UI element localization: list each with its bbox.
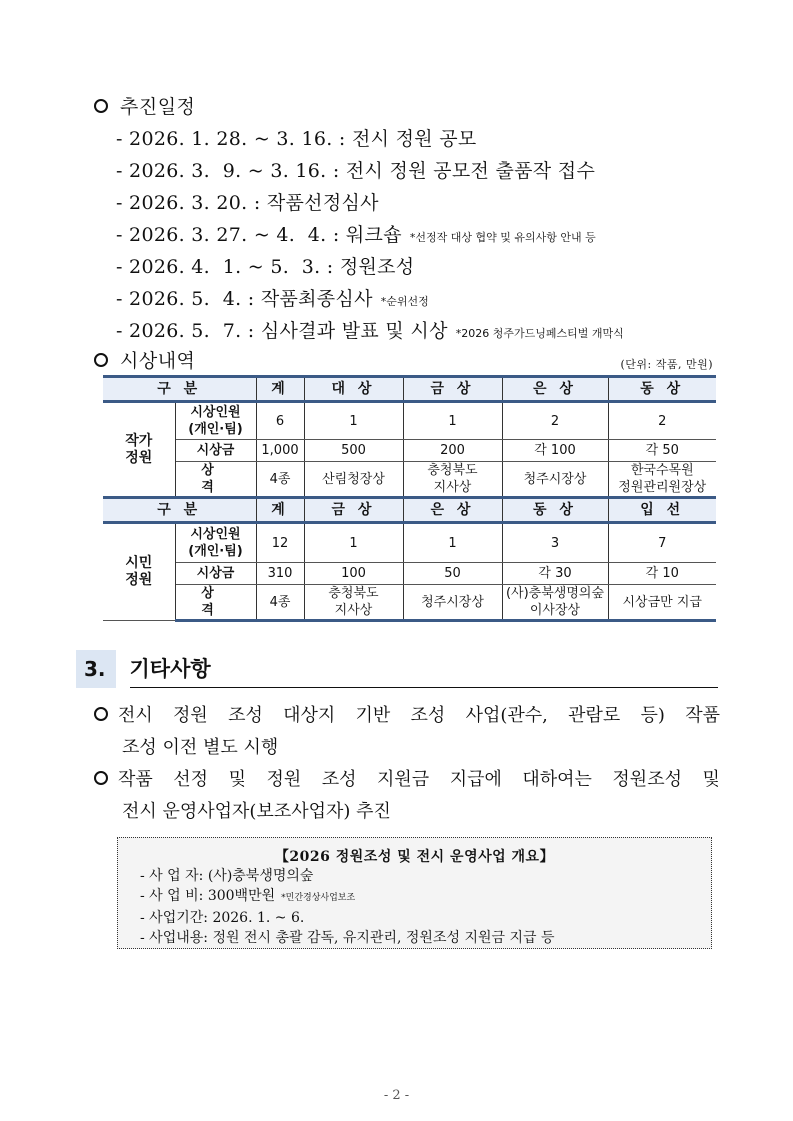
cell: 2 [502,402,608,440]
schedule-text: 정원조성 [339,256,415,278]
word: 선정 [173,769,209,790]
overview-line [140,908,711,928]
overview-title: 【2026 정원조성 및 전시 운영사업 개요】 [274,849,555,865]
paragraph [94,700,720,764]
awards-heading-text: 시상내역 [120,350,196,372]
cell: 2 [608,402,716,440]
word: 조성 [410,705,446,726]
row-label-winners [175,402,256,440]
word: 관람로 [568,705,621,726]
schedule-heading [94,92,195,119]
word: 정원 [173,705,208,726]
section-number: 3. [76,650,116,688]
schedule-date: - 2026. 1. 28. ~ 3. 16. : [116,128,352,150]
cell: 200 [403,440,502,462]
table-row [103,563,716,585]
cell-line: 청주시장상 [421,594,484,610]
row-label-winners [175,523,256,563]
cell-line: 정원관리원장상 [618,480,707,495]
schedule-note: *2026 청주가드닝페스티벌 개막식 [455,327,624,340]
cell-line: 시상금만 지급 [622,594,702,610]
header-total: 계 [256,377,304,402]
word: 기반 [355,705,391,726]
schedule-item [116,220,596,247]
cell [403,462,502,498]
schedule-item [116,188,379,215]
cell: 1 [403,402,502,440]
cell-line: 4종 [269,471,291,487]
cell-line: 충청북도 [328,586,379,601]
label-line: 시상인원 [190,527,241,542]
cell: 50 [403,563,502,585]
paragraph-line: 조성 이전 별도 시행 [122,737,279,758]
schedule-text: 작품최종심사 [260,288,373,310]
word: 사업(관수, [465,705,548,726]
cell: 각 30 [502,563,608,585]
table-row [103,462,716,498]
cell: 7 [608,523,716,563]
header-bronze: 동 상 [502,498,608,523]
circle-bullet-icon [94,353,108,367]
row-label-prize-money: 시상금 [175,563,256,585]
cell-line: 지사상 [334,603,373,618]
label-line: (개인·팀) [188,544,243,559]
word: 정원 [266,769,302,790]
schedule-text: 워크숍 [345,224,402,246]
group-citizen-garden [103,523,175,621]
cell [304,585,403,621]
schedule-date: - 2026. 3. 27. ~ 4. 4. : [116,224,346,246]
header-bronze: 동 상 [608,377,716,402]
overview-line [140,886,711,908]
cell: 1,000 [256,440,304,462]
word: 대하여는 [522,769,592,790]
cell: 각 100 [502,440,608,462]
cell [608,585,716,621]
row-label-prize-grade: 상 격 [175,585,256,621]
overview-line [140,928,711,948]
cell [608,462,716,498]
header-category: 구 분 [103,377,256,402]
schedule-heading-text: 추진일정 [120,96,196,118]
cell [502,585,608,621]
label-line: (개인·팀) [188,422,243,437]
cell: 각 50 [608,440,716,462]
word: 조성 [321,769,357,790]
circle-bullet-icon [94,771,108,785]
cell: 6 [256,402,304,440]
schedule-item [116,252,414,279]
unit-label: (단위: 작품, 만원) [620,358,713,371]
word: 조성 [228,705,263,726]
schedule-text: 전시 정원 공모 [351,128,477,150]
group-label-line: 정원 [125,572,153,588]
cell-line: 이사장상 [529,603,581,618]
schedule-date: - 2026. 5. 7. : [116,320,261,342]
schedule-date: - 2026. 3. 20. : [116,192,267,214]
header-honorable: 입 선 [608,498,716,523]
cell-line: 4종 [269,594,291,610]
header-total: 계 [256,498,304,523]
schedule-note: *순위선정 [380,295,429,308]
overview-value: 정원 전시 총괄 감독, 유지관리, 정원조성 지원금 지급 등 [212,930,555,946]
table-row [103,440,716,462]
overview-label: - 사 업 비: [140,888,208,904]
row-label-prize-grade: 상 격 [175,462,256,498]
schedule-date: - 2026. 3. 9. ~ 3. 16. : [116,160,346,182]
paragraph-line: 전시 운영사업자(보조사업자) 추진 [122,801,391,822]
word: 작품 [685,705,720,726]
header-silver: 은 상 [502,377,608,402]
cell: 3 [502,523,608,563]
cell [403,585,502,621]
table-row [103,402,716,440]
table-row [103,523,716,563]
cell: 500 [304,440,403,462]
circle-bullet-icon [94,99,108,113]
word: 대상지 [283,705,336,726]
word: 및 [702,769,720,790]
schedule-date: - 2026. 4. 1. ~ 5. 3. : [116,256,340,278]
overview-value: 300백만원 [207,888,276,904]
overview-label: - 사업기간: [140,910,213,926]
overview-value: (사)충북생명의숲 [207,868,314,884]
table-row [103,585,716,621]
awards-heading [94,346,195,373]
page-number: - 2 - [383,1088,410,1103]
table-header-row [103,377,716,402]
circle-bullet-icon [94,707,108,721]
schedule-item [116,284,429,311]
cell: 100 [304,563,403,585]
cell: 310 [256,563,304,585]
schedule-text: 작품선정심사 [266,192,379,214]
schedule-note: *선정작 대상 협약 및 유의사항 안내 등 [409,231,596,244]
cell: 12 [256,523,304,563]
word: 및 [228,769,246,790]
schedule-date: - 2026. 5. 4. : [116,288,261,310]
cell [502,462,608,498]
cell: 1 [304,523,403,563]
word: 등) [640,705,665,726]
overview-label: - 사업내용: [140,930,213,946]
section-title: 기타사항 [130,655,718,688]
word: 정원조성 [612,769,682,790]
overview-note: *민간경상사업보조 [281,893,356,903]
cell: 1 [403,523,502,563]
awards-table [103,375,716,622]
section-heading [76,650,718,688]
table-header-row [103,498,716,523]
cell [256,462,304,498]
schedule-text: 전시 정원 공모전 출품작 접수 [345,160,596,182]
cell-line: 충청북도 [427,463,478,478]
header-gold: 금 상 [304,498,403,523]
cell [256,585,304,621]
word: 전시 [118,705,153,726]
overview-value: 2026. 1. ~ 6. [212,910,305,926]
label-line: 시상인원 [190,405,241,420]
header-category: 구 분 [103,498,256,523]
cell-line: (사)충북생명의숲 [505,586,605,601]
paragraph [94,764,720,828]
group-label-line: 정원 [125,449,153,466]
paragraph-line [118,764,720,796]
cell-line: 청주시장상 [523,471,587,487]
word: 작품 [118,769,153,790]
cell-line: 지사상 [433,480,472,495]
cell [304,462,403,498]
schedule-item [116,316,624,343]
cell: 1 [304,402,403,440]
word: 지급에 [449,769,502,790]
overview-label: - 사 업 자: [140,868,208,884]
group-label-line: 시민 [125,555,153,571]
cell: 각 10 [608,563,716,585]
overview-line [140,866,711,886]
cell-line: 한국수목원 [630,463,694,478]
overview-box [117,837,712,949]
cell-line: 산림청장상 [322,471,385,487]
header-grand: 대 상 [304,377,403,402]
group-label-line: 작가 [125,432,153,449]
row-label-prize-money: 시상금 [175,440,256,462]
group-artist-garden [103,402,175,498]
schedule-text: 심사결과 발표 및 시상 [260,320,448,342]
header-gold: 금 상 [403,377,502,402]
paragraph-line [118,700,720,732]
header-silver: 은 상 [403,498,502,523]
word: 지원금 [377,769,430,790]
schedule-item [116,156,595,183]
schedule-item [116,124,477,151]
